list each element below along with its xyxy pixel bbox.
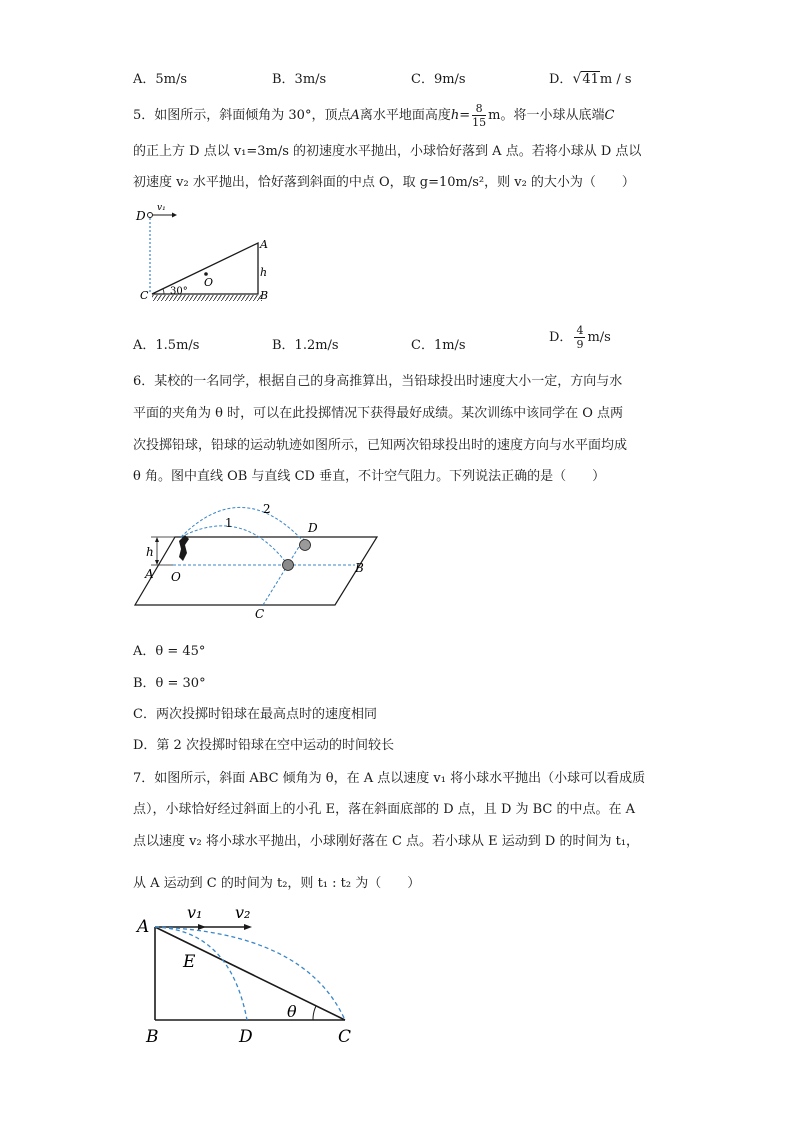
label-theta: θ (287, 1002, 297, 1021)
label-v1: v₁ (187, 903, 203, 922)
q7-line-3: 点以速度 v₂ 将小球水平抛出，小球刚好落在 C 点。若小球从 E 运动到 D 的时间为 t₁， (133, 834, 640, 849)
sqrt-icon: √ (572, 71, 582, 87)
q5-option-d-label: D． (549, 330, 573, 345)
trajectory-1 (181, 526, 288, 565)
q7-line-1: 7．如图所示，斜面 ABC 倾角为 θ，在 A 点以速度 v₁ 将小球水平抛出（小球可以看成质 (133, 771, 646, 786)
angle-arc (163, 289, 164, 294)
q6-line-4: θ 角。图中直线 OB 与直线 CD 垂直，不计空气阻力。下列说法正确的是（ ） (133, 469, 606, 484)
q5-frac-num: 8 (472, 103, 486, 116)
label-v1: v₁ (157, 203, 166, 213)
q5-text-unit: m。将一小球从底端 (488, 108, 605, 123)
q6-line-3: 次投掷铅球，铅球的运动轨迹如图所示，已知两次铅球投出时的速度方向与水平面均成 (133, 438, 628, 453)
label-o: O (171, 570, 181, 584)
q4-option-d-label: D． (549, 72, 573, 87)
trajectory-2 (181, 507, 305, 543)
q5-point-c: C (604, 108, 615, 123)
label-e: E (183, 952, 196, 972)
q6-option-a: A．θ = 45° (133, 644, 206, 659)
q6-figure (133, 495, 383, 620)
q5-option-d-unit: m/s (587, 330, 611, 345)
incline-ac (155, 927, 345, 1020)
label-c: C (255, 607, 265, 620)
label-h: h (146, 545, 154, 559)
q5-eq: = (459, 108, 471, 123)
arrowhead-v2-icon (244, 924, 252, 930)
q5-point-a: A (350, 108, 360, 123)
arrowhead-up-icon (155, 537, 159, 542)
q5-h-var: h (450, 108, 460, 123)
q4-option-b: B．3m/s (272, 72, 327, 87)
label-b: B (260, 289, 269, 302)
label-c: C (140, 289, 149, 302)
q5-line-2: 的正上方 D 点以 v₁=3m/s 的初速度水平抛出，小球恰好落到 A 点。若将小球从 D 点以 (133, 144, 642, 159)
ball-icon (148, 213, 153, 218)
q4-option-d (549, 68, 632, 87)
q4-option-d-radicand: 41 (582, 72, 599, 87)
q7-line-4: 从 A 运动到 C 的时间为 t₂，则 t₁ : t₂ 为（ ） (133, 876, 421, 891)
label-angle: 30° (170, 286, 188, 297)
label-b: B (355, 561, 364, 575)
q5-figure (130, 198, 290, 313)
q4-option-c: C．9m/s (411, 72, 466, 87)
ball-d (300, 540, 311, 551)
q4-option-d-unit: m / s (599, 72, 632, 87)
q5-option-d (549, 325, 611, 350)
label-b: B (146, 1027, 159, 1047)
label-o: O (204, 276, 214, 289)
q5-line-1 (133, 103, 614, 128)
q5-option-d-fraction (574, 325, 585, 350)
q5-frac-den: 15 (472, 116, 487, 129)
thrower-icon (179, 535, 189, 561)
ball-o (283, 560, 294, 571)
trajectory-v1 (155, 927, 247, 1020)
q5-height-fraction (472, 103, 486, 128)
q6-option-d: D．第 2 次投掷时铅球在空中运动的时间较长 (133, 738, 394, 753)
q7-figure (135, 900, 365, 1050)
q5-option-b: B．1.2m/s (272, 338, 339, 353)
q6-option-c: C．两次投掷时铅球在最高点时的速度相同 (133, 707, 377, 722)
q7-line-2: 点），小球恰好经过斜面上的小孔 E，落在斜面底部的 D 点，且 D 为 BC 的中点。在 A (133, 802, 636, 817)
q5-text-c: 离水平地面高度 (359, 108, 451, 123)
q6-line-2: 平面的夹角为 θ 时，可以在此投掷情况下获得最好成绩。某次训练中该同学在 O 点两 (133, 406, 624, 421)
label-d: D (308, 521, 318, 535)
dotted-line-cd (263, 537, 305, 605)
arrowhead-icon (172, 213, 177, 218)
q6-line-1: 6．某校的一名同学，根据自己的身高推算出，当铅球投出时速度大小一定，方向与水 (133, 374, 623, 389)
q5-text-a: 5．如图所示，斜面倾角为 30°，顶点 (133, 108, 351, 123)
label-c: C (338, 1027, 352, 1047)
label-1: 1 (225, 516, 233, 530)
q5-option-d-num: 4 (576, 324, 584, 337)
label-d: D (136, 209, 146, 223)
label-a: A (145, 567, 154, 581)
label-h: h (260, 266, 268, 279)
q4-option-a: A．5m/s (133, 72, 188, 87)
label-a: A (137, 917, 150, 937)
label-2: 2 (263, 502, 271, 516)
q5-option-d-den: 9 (576, 338, 584, 351)
ground-hatching (152, 295, 262, 301)
q5-option-c: C．1m/s (411, 338, 466, 353)
q5-option-a: A．1.5m/s (133, 338, 200, 353)
q6-option-b: B．θ = 30° (133, 676, 206, 691)
q5-line-3: 初速度 v₂ 水平抛出，恰好落到斜面的中点 O，取 g=10m/s²，则 v₂ 的大小为（ ） (133, 175, 635, 190)
label-a: A (260, 238, 268, 251)
label-v2: v₂ (235, 903, 251, 922)
angle-arc (313, 1006, 316, 1020)
label-d: D (239, 1027, 253, 1047)
